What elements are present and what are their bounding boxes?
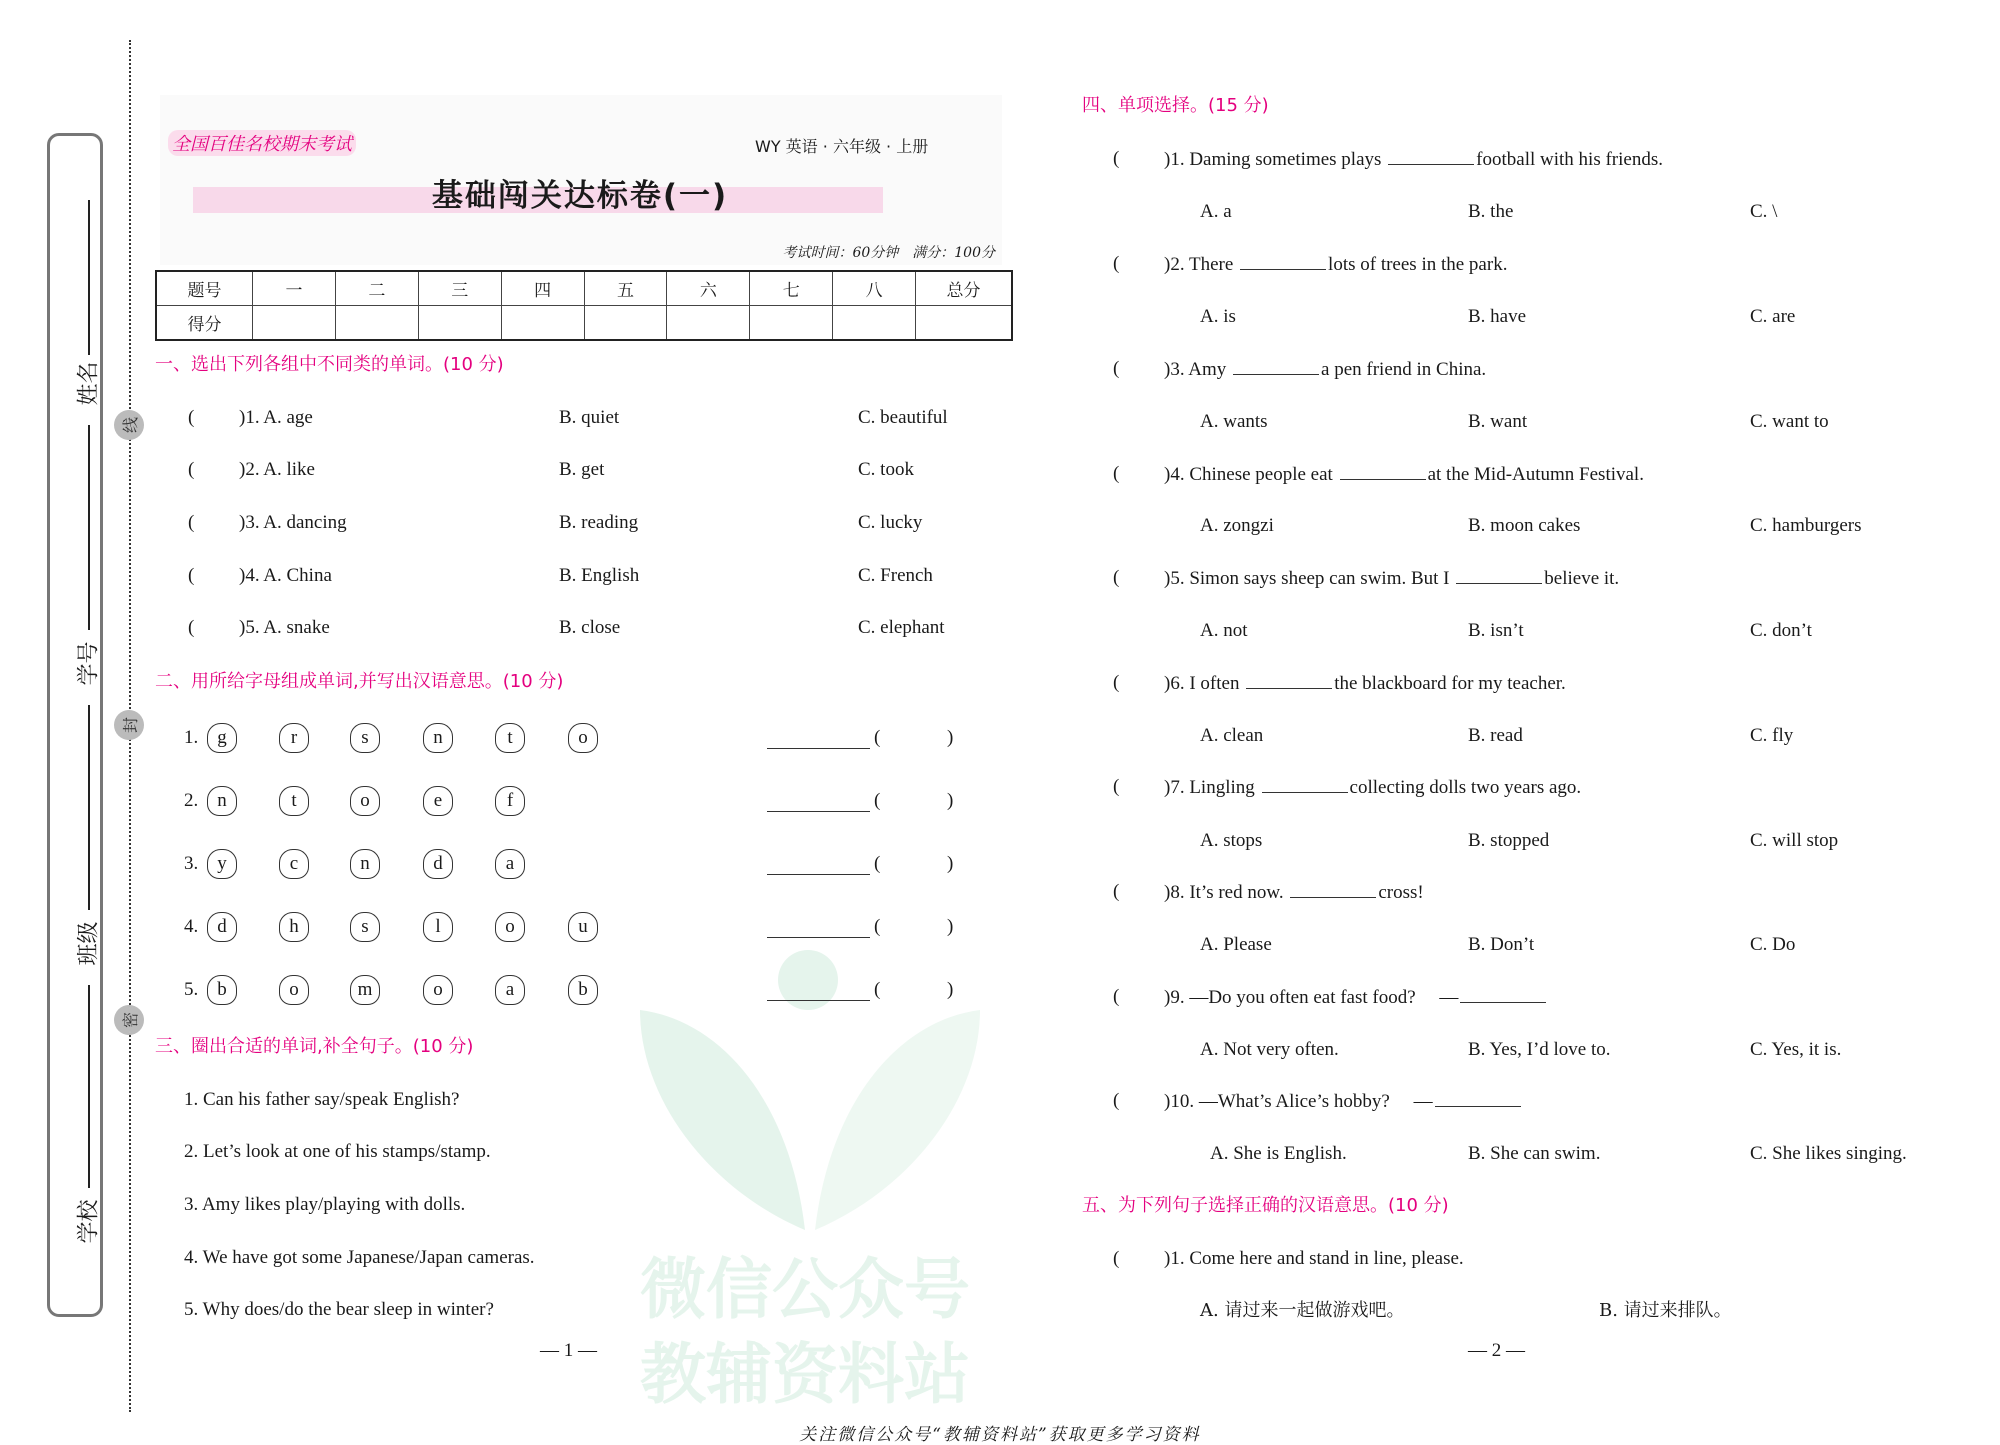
score-cell[interactable] (584, 306, 667, 341)
option-a: A. not (1200, 620, 1248, 641)
option-b: B. Yes, I’d love to. (1468, 1039, 1611, 1060)
option-a: A. stops (1200, 830, 1263, 851)
option-b: B. the (1468, 201, 1514, 222)
fill-blank[interactable] (1240, 253, 1326, 270)
score-cell[interactable] (501, 306, 584, 341)
option-a: A. She is English. (1210, 1143, 1347, 1164)
sentence-item: 1. Can his father say/speak English? (184, 1089, 460, 1110)
answer-paren-open: ( (188, 565, 195, 586)
letter-flower: c (279, 849, 309, 879)
meaning-paren-open: ( (874, 790, 881, 811)
question-option-a: )4. A. China (239, 565, 332, 586)
sidebar-label-1: 学号 (76, 641, 102, 686)
score-cell[interactable] (750, 306, 833, 341)
score-header-cell: 二 (335, 271, 418, 306)
letter-flower: s (350, 723, 380, 753)
letter-flower: b (207, 975, 237, 1005)
question-text (1164, 1090, 1523, 1113)
answer-paren-open: ( (1113, 672, 1120, 693)
meaning-paren-close: ) (947, 790, 954, 811)
question-stem-end: cross! (1378, 882, 1424, 903)
question-option-a: )2. A. like (239, 459, 315, 480)
fill-blank[interactable] (1340, 463, 1426, 480)
write-line (88, 985, 90, 1188)
option-c: C. She likes singing. (1750, 1143, 1907, 1164)
seal-mark: 密 (114, 1005, 144, 1035)
letter-flower: o (423, 975, 453, 1005)
question-stem: )4. Chinese people eat (1164, 464, 1338, 485)
sidebar-label-0: 姓名 (76, 361, 102, 406)
option-c: C. \ (1750, 201, 1778, 222)
question-stem-end: at the Mid-Autumn Festival. (1427, 464, 1644, 485)
answer-blank[interactable] (767, 811, 870, 812)
letter-flower: l (423, 912, 453, 942)
option-c: C. will stop (1750, 830, 1839, 851)
answer-paren-open: ( (188, 459, 195, 480)
option-b: B. stopped (1468, 830, 1550, 851)
option-b: B. Don’t (1468, 934, 1535, 955)
option-c: C. are (1750, 306, 1796, 327)
question-option-a: )3. A. dancing (239, 512, 347, 533)
option-c: C. don’t (1750, 620, 1812, 641)
option-b: B. have (1468, 306, 1527, 327)
sidebar-label-2: 班级 (76, 921, 102, 966)
fill-blank[interactable] (1456, 567, 1542, 584)
question-stem: )7. Lingling (1164, 777, 1260, 798)
item-number: 5. (184, 979, 199, 1000)
option-c: C. Yes, it is. (1750, 1039, 1842, 1060)
question-stem-end: football with his friends. (1476, 149, 1663, 170)
fill-blank[interactable] (1262, 776, 1348, 793)
letter-flower: e (423, 786, 453, 816)
meaning-paren-close: ) (947, 916, 954, 937)
question-text: )1. Come here and stand in line, please. (1164, 1248, 1464, 1269)
question-stem-end: the blackboard for my teacher. (1334, 673, 1566, 694)
score-cell[interactable] (833, 306, 916, 341)
fill-blank[interactable] (1460, 986, 1546, 1003)
answer-paren-open: ( (188, 407, 195, 428)
question-stem-end: collecting dolls two years ago. (1349, 777, 1582, 798)
score-cell[interactable] (418, 306, 501, 341)
option-a: A. Please (1200, 934, 1272, 955)
option-c: C. French (858, 565, 933, 586)
letter-flower: m (350, 975, 380, 1005)
fill-blank[interactable] (1290, 881, 1376, 898)
letter-flower: n (423, 723, 453, 753)
answer-paren-open: ( (1113, 358, 1120, 379)
answer-paren-open: ( (1113, 567, 1120, 588)
question-option-a: )1. A. age (239, 407, 313, 428)
question-stem: )2. There (1164, 254, 1239, 275)
section3-heading: 三、圈出合适的单词,补全句子。(10 分) (155, 1036, 474, 1057)
question-text (1164, 986, 1548, 1009)
meaning-paren-open: ( (874, 727, 881, 748)
question-text (1164, 358, 1486, 381)
answer-paren-open: ( (1113, 881, 1120, 902)
meaning-paren-open: ( (874, 853, 881, 874)
score-row (156, 306, 1012, 341)
option-c: C. fly (1750, 725, 1794, 746)
letter-flower: t (279, 786, 309, 816)
option-b: B. read (1468, 725, 1523, 746)
letter-flower: o (568, 723, 598, 753)
answer-blank[interactable] (767, 1000, 870, 1001)
fill-blank[interactable] (1246, 672, 1332, 689)
letter-flower: o (350, 786, 380, 816)
write-line (88, 200, 90, 355)
item-number: 4. (184, 916, 199, 937)
answer-paren-open: ( (1113, 1090, 1120, 1111)
question-stem: )6. I often (1164, 673, 1245, 694)
letter-flower: n (350, 849, 380, 879)
option-b: B. get (559, 459, 605, 480)
answer-blank[interactable] (767, 874, 870, 875)
answer-paren-open: ( (1113, 253, 1120, 274)
letter-flower: h (279, 912, 309, 942)
watermark-leaf-logo (630, 940, 990, 1240)
option-b: B. moon cakes (1468, 515, 1581, 536)
write-line (88, 425, 90, 630)
option-b: B. quiet (559, 407, 620, 428)
question-text (1164, 881, 1424, 904)
option-b: B. want (1468, 411, 1528, 432)
letter-flower: s (350, 912, 380, 942)
letter-flower: a (495, 849, 525, 879)
score-header-cell: 七 (750, 271, 833, 306)
option-a: A. 请过来一起做游戏吧。 (1200, 1300, 1405, 1321)
meaning-paren-close: ) (947, 853, 954, 874)
letter-flower: t (495, 723, 525, 753)
letter-flower: a (495, 975, 525, 1005)
student-info-box (47, 133, 103, 1317)
seal-mark: 线 (114, 410, 144, 440)
question-stem-end: believe it. (1544, 568, 1620, 589)
score-header-row (156, 271, 1012, 306)
watermark-line2: 教辅资料站 (640, 1336, 970, 1413)
score-table (155, 270, 1013, 341)
score-cell[interactable] (667, 306, 750, 341)
edition-label: WY 英语 · 六年级 · 上册 (755, 137, 929, 156)
answer-paren-open: ( (188, 512, 195, 533)
score-cell[interactable] (335, 306, 418, 341)
series-tag: 全国百佳名校期末考试 (168, 130, 356, 156)
score-header-cell: 题号 (156, 271, 253, 306)
score-cell[interactable] (253, 306, 336, 341)
option-a: A. is (1200, 306, 1236, 327)
fill-blank[interactable] (1388, 148, 1474, 165)
question-text (1164, 672, 1566, 695)
question-stem: )3. Amy (1164, 359, 1232, 380)
letter-flower: d (423, 849, 453, 879)
letter-flower: o (279, 975, 309, 1005)
question-stem: )1. Daming sometimes plays (1164, 149, 1387, 170)
score-header-cell: 八 (833, 271, 916, 306)
meaning-paren-close: ) (947, 979, 954, 1000)
option-c: C. want to (1750, 411, 1829, 432)
section4-heading: 四、单项选择。(15 分) (1082, 95, 1269, 116)
sentence-item: 3. Amy likes play/playing with dolls. (184, 1194, 466, 1215)
sentence-item: 2. Let’s look at one of his stamps/stamp. (184, 1141, 491, 1162)
question-text (1164, 463, 1644, 486)
watermark-line1: 微信公众号 (640, 1251, 970, 1328)
option-b: B. reading (559, 512, 639, 533)
item-number: 1. (184, 727, 199, 748)
fill-blank[interactable] (1435, 1090, 1521, 1107)
question-text (1164, 776, 1581, 799)
answer-paren-open: ( (1113, 148, 1120, 169)
answer-blank[interactable] (767, 748, 870, 749)
item-number: 3. (184, 853, 199, 874)
answer-paren-open: ( (1113, 986, 1120, 1007)
score-header-cell: 一 (253, 271, 336, 306)
section5-heading: 五、为下列句子选择正确的汉语意思。(10 分) (1082, 1195, 1449, 1216)
letter-flower: g (207, 723, 237, 753)
question-stem-end: a pen friend in China. (1321, 359, 1487, 380)
letter-flower: u (568, 912, 598, 942)
score-header-cell: 四 (501, 271, 584, 306)
page-title: 基础闯关达标卷(一) (431, 178, 729, 214)
sentence-item: 4. We have got some Japanese/Japan cameras. (184, 1247, 535, 1268)
option-a: A. clean (1200, 725, 1264, 746)
score-header-cell: 三 (418, 271, 501, 306)
answer-blank[interactable] (767, 937, 870, 938)
exam-info: 考试时间：60分钟 满分：100分 (782, 245, 995, 261)
page-number-1: — 1 — (540, 1340, 597, 1361)
section1-heading: 一、选出下列各组中不同类的单词。(10 分) (155, 354, 504, 375)
meaning-paren-close: ) (947, 727, 954, 748)
question-stem: )9. —Do you often eat fast food? — (1164, 987, 1459, 1008)
sidebar-label-3: 学校 (76, 1199, 102, 1244)
letter-flower: o (495, 912, 525, 942)
letter-flower: y (207, 849, 237, 879)
answer-paren-open: ( (1113, 1248, 1120, 1269)
question-text (1164, 148, 1663, 171)
letter-flower: n (207, 786, 237, 816)
option-a: A. a (1200, 201, 1232, 222)
question-stem: )5. Simon says sheep can swim. But I (1164, 568, 1455, 589)
seal-mark: 封 (114, 710, 144, 740)
question-stem: )10. —What’s Alice’s hobby? — (1164, 1091, 1433, 1112)
option-a: A. Not very often. (1200, 1039, 1339, 1060)
option-b: B. close (559, 617, 621, 638)
write-line (88, 705, 90, 910)
question-stem: )8. It’s red now. (1164, 882, 1289, 903)
score-header-cell: 五 (584, 271, 667, 306)
answer-paren-open: ( (1113, 463, 1120, 484)
option-b: B. English (559, 565, 640, 586)
answer-paren-open: ( (188, 617, 195, 638)
question-text (1164, 567, 1619, 590)
page-number-2: — 2 — (1468, 1340, 1525, 1361)
option-b: B. She can swim. (1468, 1143, 1601, 1164)
score-header-cell: 总分 (916, 271, 1013, 306)
option-c: C. took (858, 459, 914, 480)
option-c: C. elephant (858, 617, 945, 638)
letter-flower: f (495, 786, 525, 816)
option-c: C. lucky (858, 512, 923, 533)
fill-blank[interactable] (1233, 358, 1319, 375)
score-row-label: 得分 (156, 306, 253, 341)
option-b: B. isn’t (1468, 620, 1524, 641)
option-b: B. 请过来排队。 (1599, 1300, 1732, 1321)
meaning-paren-open: ( (874, 979, 881, 1000)
item-number: 2. (184, 790, 199, 811)
section2-heading: 二、用所给字母组成单词,并写出汉语意思。(10 分) (155, 671, 564, 692)
option-c: C. hamburgers (1750, 515, 1862, 536)
letter-flower: r (279, 723, 309, 753)
option-c: C. beautiful (858, 407, 948, 428)
question-option-a: )5. A. snake (239, 617, 330, 638)
sentence-item: 5. Why does/do the bear sleep in winter? (184, 1299, 494, 1320)
answer-paren-open: ( (1113, 776, 1120, 797)
meaning-paren-open: ( (874, 916, 881, 937)
footer-note: 关注微信公众号“教辅资料站”获取更多学习资料 (799, 1425, 1201, 1445)
option-a: A. wants (1200, 411, 1268, 432)
option-a: A. zongzi (1200, 515, 1274, 536)
score-cell[interactable] (916, 306, 1013, 341)
letter-flower: b (568, 975, 598, 1005)
question-stem-end: lots of trees in the park. (1328, 254, 1508, 275)
score-header-cell: 六 (667, 271, 750, 306)
question-text (1164, 253, 1507, 276)
option-c: C. Do (1750, 934, 1796, 955)
letter-flower: d (207, 912, 237, 942)
